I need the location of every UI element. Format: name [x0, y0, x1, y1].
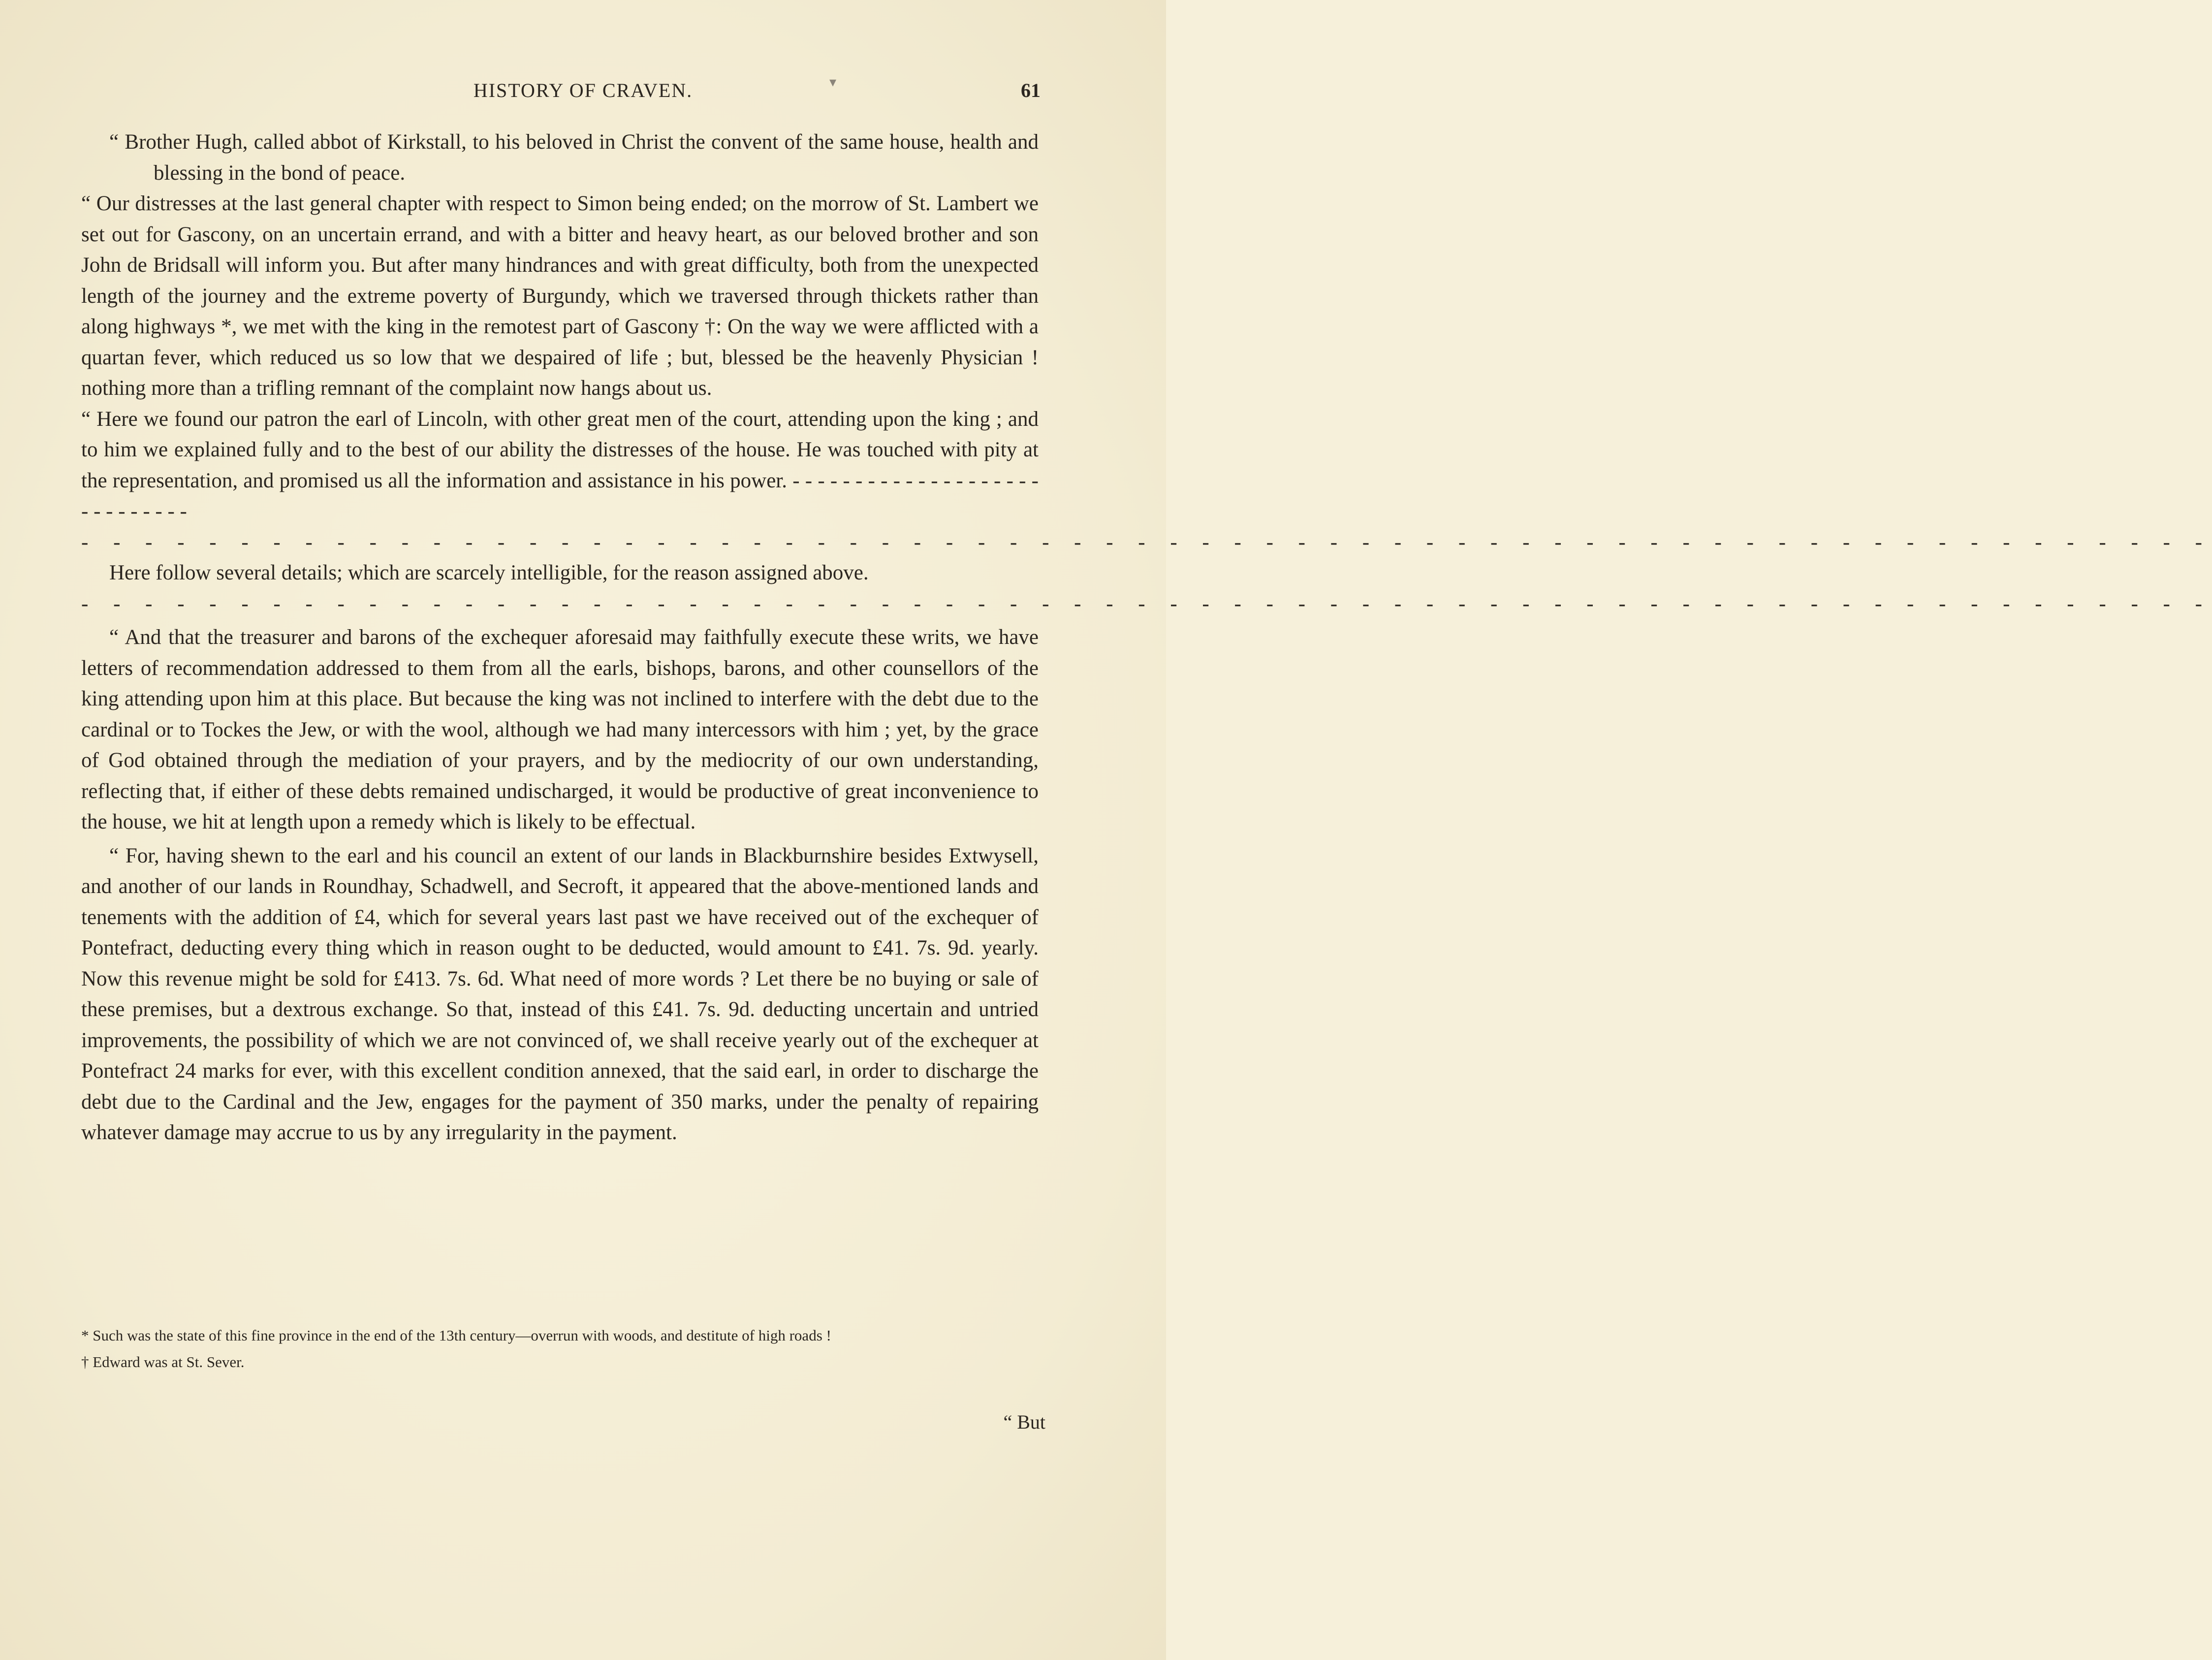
editorial-note: Here follow several details; which are scarcely intelligible, for the reason assigned above.	[109, 561, 869, 584]
main-text	[81, 127, 2212, 1149]
paragraph-exchequer-writs: “ And that the treasurer and barons of the exchequer aforesaid may faithfully execute these writs, we have letters of recommendation addressed to them from all the earls, bishops, barons, and other counsellors of the king attending upon him at this place. But because the king was not inclined to interfere with the debt due to the cardinal or to Tockes the Jew, or with the wool, although we had many intercessors with him ; yet, by the grace of God obtained through the mediation of your prayers, and by the mediocrity of our own understanding, reflecting that, if either of these debts remained undischarged, it would be productive of great inconvenience to the house, we hit at length upon a remedy which is likely to be effectual.	[81, 626, 1039, 833]
omission-dash-row-2: - - - - - - - - - - - - - - - - - - - - - - - - - - - - - - - - - - - - - - - - - - - - - - - - - - - - - - - - - - - - - - - - - - -	[81, 592, 2212, 615]
footnotes	[81, 1324, 1039, 1377]
paragraph-lands-exchange: “ For, having shewn to the earl and his council an extent of our lands in Blackburnshire besides Extwysell, and another of our lands in Roundhay, Schadwell, and Secroft, it appeared that the above-mentioned lands and tenements with the addition of £4, which for several years last past we have received out of the exchequer of Pontefract, deducting every thing which in reason ought to be deducted, would amount to £41. 7s. 9d. yearly. Now this revenue might be sold for £413. 7s. 6d. What need of more words ? Let there be no buying or sale of these premises, but a dextrous exchange. So that, instead of this £41. 7s. 9d. deducting uncertain and untried improvements, the possibility of which we are not convinced of, we shall receive yearly out of the exchequer at Pontefract 24 marks for ever, with this excellent condition annexed, that the said earl, in order to discharge the debt due to the Cardinal and the Jew, engages for the payment of 350 marks, under the penalty of repairing whatever damage may accrue to us by any irregularity in the payment.	[81, 844, 1039, 1144]
omission-dash-row-1: - - - - - - - - - - - - - - - - - - - - - - - - - - - - - - - - - - - - - - - - - - - - - - - - - - - - - - - - - - - - - - - - - - -	[81, 530, 2212, 554]
catchword: “ But	[1003, 1411, 1045, 1433]
paragraph-earl-of-lincoln	[81, 404, 1039, 527]
paragraph-earl-text: “ Here we found our patron the earl of Lincoln, with other great men of the court, attending upon the king ; and to him we explained fully and to the best of our ability the distresses of the house. He was touched with pity at the representation, and promised us all the information and assistance in his power.	[81, 407, 1039, 492]
print-speck: ▾	[829, 75, 837, 90]
page-header	[0, 79, 1166, 113]
letter-salutation-paragraph: “ Brother Hugh, called abbot of Kirkstall, to his beloved in Christ the convent of the same house, health and blessing in the bond of peace.	[109, 130, 1039, 185]
paragraph-distresses: “ Our distresses at the last general chapter with respect to Simon being ended; on the morrow of St. Lambert we set out for Gascony, on an uncertain errand, and with a bitter and heavy heart, as our beloved brother and son John de Bridsall will inform you. But after many hindrances and with great difficulty, both from the unexpected length of the journey and the extreme poverty of Burgundy, which we traversed through thickets rather than along highways *, we met with the king in the remotest part of Gascony †: On the way we were afflicted with a quartan fever, which reduced us so low that we despaired of life ; but, blessed be the heavenly Physician ! nothing more than a trifling remnant of the complaint now hangs about us.	[81, 192, 1039, 400]
trailing-dashes: - - - - - - - - - - - - - - - - - - - - - - - - - - - - -	[81, 469, 1039, 523]
footnote-asterisk: * Such was the state of this fine province in the end of the 13th century—overrun with woods, and destitute of high roads !	[81, 1327, 831, 1344]
running-title: HISTORY OF CRAVEN.	[473, 79, 693, 101]
footnote-dagger: † Edward was at St. Sever.	[81, 1353, 245, 1371]
page-number: 61	[1021, 79, 1041, 101]
